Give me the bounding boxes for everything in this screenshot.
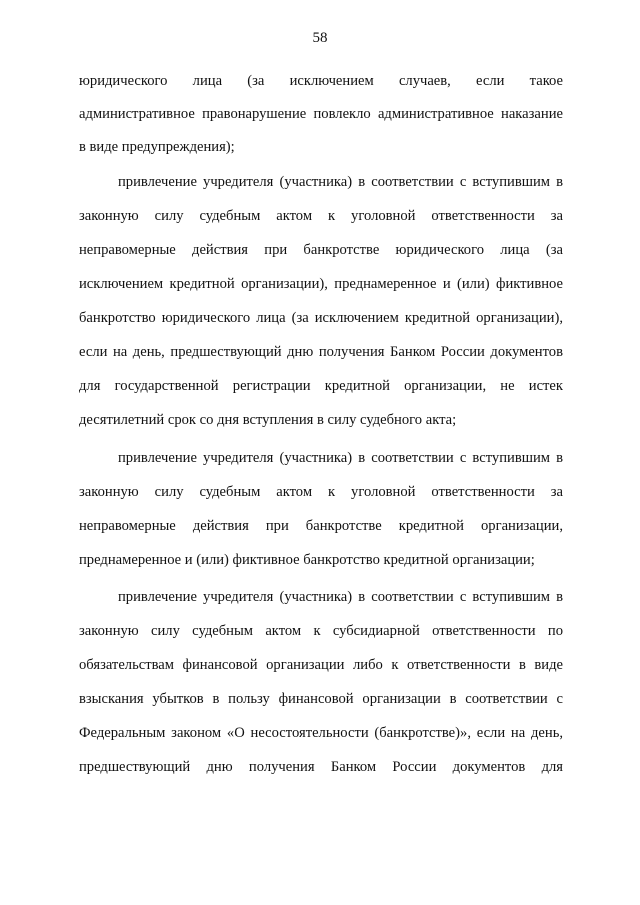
text-line: привлечение учредителя (участника) в соответствии с вступившим в [118,174,563,190]
text-line: взыскания убытков в пользу финансовой организации в соответствии с [79,691,563,707]
text-line: десятилетний срок со дня вступления в силу судебного акта; [79,412,457,428]
text-line: неправомерные действия при банкротстве кредитной организации, [79,518,563,534]
text-line: обязательствам финансовой организации либо к ответственности в виде [79,657,563,673]
text-line: законную силу судебным актом к субсидиарной ответственности по [79,623,563,639]
text-line: привлечение учредителя (участника) в соответствии с вступившим в [118,450,563,466]
text-line: законную силу судебным актом к уголовной ответственности за [79,484,563,500]
page-number: 58 [312,30,328,46]
text-line: неправомерные действия при банкротстве юридического лица (за [79,242,563,258]
text-line: административное правонарушение повлекло административное наказание [79,106,563,122]
text-line: в виде предупреждения); [79,139,235,155]
text-line: если на день, предшествующий дню получения Банком России документов [79,344,563,360]
text-line: банкротство юридического лица (за исключением кредитной организации), [79,310,563,326]
text-line: исключением кредитной организации), преднамеренное и (или) фиктивное [79,276,563,292]
text-line: юридического лица (за исключением случаев, если такое [79,73,563,89]
text-line: Федеральным законом «О несостоятельности (банкротстве)», если на день, [79,725,563,741]
text-line: привлечение учредителя (участника) в соответствии с вступившим в [118,589,563,605]
text-line: законную силу судебным актом к уголовной ответственности за [79,208,563,224]
text-line: предшествующий дню получения Банком России документов для [79,759,563,775]
text-line: преднамеренное и (или) фиктивное банкротство кредитной организации; [79,552,535,568]
text-line: для государственной регистрации кредитной организации, не истек [79,378,563,394]
